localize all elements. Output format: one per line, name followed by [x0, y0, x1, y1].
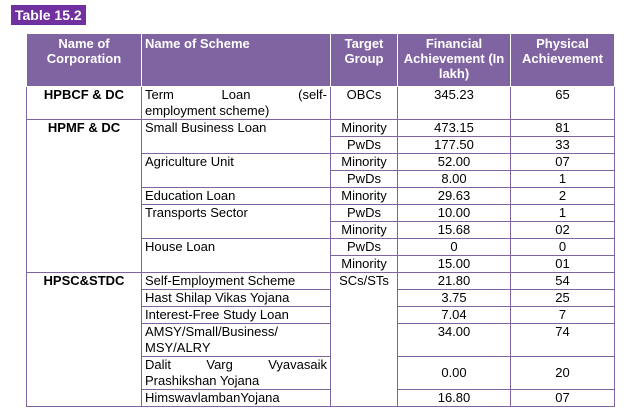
financial-cell: 473.15: [398, 120, 511, 137]
table-caption: Table 15.2: [11, 5, 86, 25]
financial-cell: 3.75: [398, 290, 511, 307]
target-cell: Minority: [331, 120, 398, 137]
target-cell: PwDs: [331, 239, 398, 256]
scheme-cell: Small Business Loan: [142, 120, 331, 154]
financial-cell: 0: [398, 239, 511, 256]
scheme-cell: House Loan: [142, 239, 331, 273]
physical-cell: 7: [511, 307, 615, 324]
financial-cell: 177.50: [398, 137, 511, 154]
target-cell: Minority: [331, 222, 398, 239]
target-cell: PwDs: [331, 205, 398, 222]
scheme-line: Prashikshan Yojana: [145, 373, 260, 388]
header-target-group: Target Group: [331, 34, 398, 87]
scheme-cell: Transports Sector: [142, 205, 331, 239]
header-corporation: Name of Corporation: [27, 34, 142, 87]
target-cell: PwDs: [331, 171, 398, 188]
corporation-cell: HPMF & DC: [27, 120, 142, 273]
scheme-line: Term Loan (self-: [145, 87, 327, 102]
physical-cell: 01: [511, 256, 615, 273]
header-row: [27, 34, 615, 87]
scheme-cell: [142, 87, 331, 120]
scheme-cell: Education Loan: [142, 188, 331, 205]
financial-cell: 15.00: [398, 256, 511, 273]
financial-cell: 8.00: [398, 171, 511, 188]
scheme-cell: Agriculture Unit: [142, 154, 331, 188]
scheme-cell: Interest-Free Study Loan: [142, 307, 331, 324]
table-row: [27, 120, 615, 137]
physical-cell: 02: [511, 222, 615, 239]
achievement-table: [26, 33, 615, 407]
financial-cell: 15.68: [398, 222, 511, 239]
header-physical: Physical Achievement: [511, 34, 615, 87]
financial-cell: 7.04: [398, 307, 511, 324]
target-cell: Minority: [331, 154, 398, 171]
table-row: [27, 273, 615, 290]
scheme-line: Dalit Varg Vyavasaik: [145, 357, 327, 372]
scheme-cell: AMSY/Small/Business/ MSY/ALRY: [142, 324, 331, 357]
table-row: [27, 87, 615, 120]
financial-cell: 34.00: [398, 324, 511, 357]
scheme-cell: Hast Shilap Vikas Yojana: [142, 290, 331, 307]
scheme-line: employment scheme): [145, 103, 270, 118]
physical-cell: 54: [511, 273, 615, 290]
physical-cell: 1: [511, 205, 615, 222]
physical-cell: 07: [511, 390, 615, 407]
financial-cell: 0.00: [398, 357, 511, 390]
physical-cell: 0: [511, 239, 615, 256]
physical-cell: 25: [511, 290, 615, 307]
physical-cell: 33: [511, 137, 615, 154]
header-financial: Financial Achievement (In lakh): [398, 34, 511, 87]
physical-cell: 2: [511, 188, 615, 205]
scheme-cell: Self-Employment Scheme: [142, 273, 331, 290]
scheme-cell: HimswavlambanYojana: [142, 390, 331, 407]
physical-cell: 74: [511, 324, 615, 357]
financial-cell: 345.23: [398, 87, 511, 120]
financial-cell: 29.63: [398, 188, 511, 205]
target-cell: SCs/STs: [331, 273, 398, 407]
target-cell: Minority: [331, 188, 398, 205]
scheme-cell: [142, 357, 331, 390]
physical-cell: 20: [511, 357, 615, 390]
financial-cell: 52.00: [398, 154, 511, 171]
physical-cell: 1: [511, 171, 615, 188]
physical-cell: 81: [511, 120, 615, 137]
target-cell: PwDs: [331, 137, 398, 154]
financial-cell: 21.80: [398, 273, 511, 290]
physical-cell: 65: [511, 87, 615, 120]
header-scheme: Name of Scheme: [142, 34, 331, 87]
financial-cell: 10.00: [398, 205, 511, 222]
corporation-cell: HPSC&STDC: [27, 273, 142, 407]
corporation-cell: HPBCF & DC: [27, 87, 142, 120]
financial-cell: 16.80: [398, 390, 511, 407]
target-cell: Minority: [331, 256, 398, 273]
physical-cell: 07: [511, 154, 615, 171]
target-cell: OBCs: [331, 87, 398, 120]
